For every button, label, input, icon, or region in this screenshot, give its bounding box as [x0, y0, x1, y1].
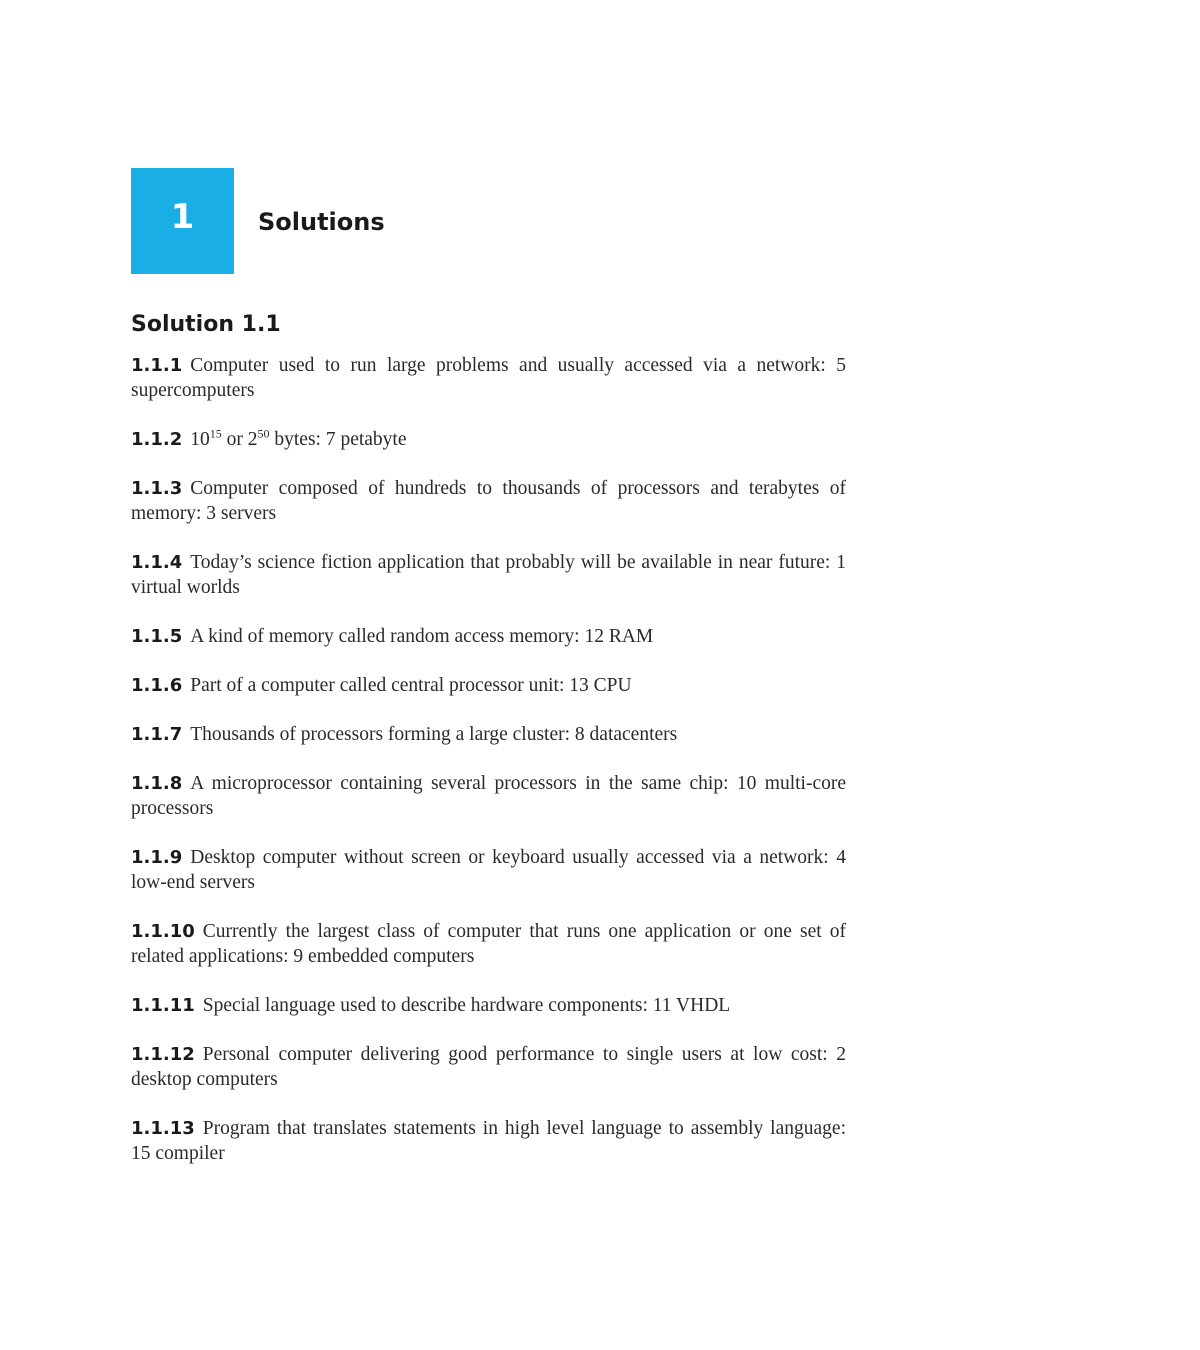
answer-item	[131, 673, 846, 698]
answer-item	[131, 722, 846, 747]
answer-number: 1.1.13	[131, 1118, 195, 1139]
answer-number: 1.1.9	[131, 847, 183, 868]
answer-item	[131, 427, 846, 452]
answer-number: 1.1.2	[131, 429, 183, 450]
answer-item	[131, 624, 846, 649]
answer-text: Special language used to describe hardware components: 11 VHDL	[202, 995, 731, 1016]
answer-text: Today’s science fiction application that probably will be available in near future: 1 virtual worlds	[131, 552, 846, 598]
answer-text: Part of a computer called central processor unit: 13 CPU	[190, 675, 632, 696]
answer-number: 1.1.4	[131, 552, 183, 573]
answer-number: 1.1.11	[131, 995, 195, 1016]
answer-item	[131, 1116, 846, 1166]
answer-text: A kind of memory called random access memory: 12 RAM	[190, 626, 654, 647]
answer-text: Computer composed of hundreds to thousands of processors and terabytes of memory: 3 servers	[131, 478, 846, 524]
answer-list	[131, 353, 846, 1190]
chapter-number-box	[131, 168, 234, 274]
answer-item	[131, 919, 846, 969]
answer-text-mid: or 2	[221, 429, 258, 450]
answer-text: Program that translates statements in high level language to assembly language: 15 compiler	[131, 1118, 846, 1164]
answer-number: 1.1.5	[131, 626, 183, 647]
answer-item	[131, 993, 846, 1018]
answer-text: Computer used to run large problems and usually accessed via a network: 5 supercomputers	[131, 355, 846, 401]
answer-text-post: bytes: 7 petabyte	[269, 429, 407, 450]
answer-item	[131, 476, 846, 526]
answer-number: 1.1.7	[131, 724, 183, 745]
answer-text: Personal computer delivering good performance to single users at low cost: 2 desktop computers	[131, 1044, 846, 1090]
answer-text: Desktop computer without screen or keyboard usually accessed via a network: 4 low-end servers	[131, 847, 846, 893]
answer-number: 1.1.6	[131, 675, 183, 696]
answer-text: Currently the largest class of computer that runs one application or one set of related applications: 9 embedded computers	[131, 921, 846, 967]
answer-text: A microprocessor containing several processors in the same chip: 10 multi-core processors	[131, 773, 846, 819]
answer-number: 1.1.10	[131, 921, 195, 942]
answer-number: 1.1.8	[131, 773, 183, 794]
answer-item	[131, 550, 846, 600]
chapter-number: 1	[170, 197, 195, 237]
answer-item	[131, 1042, 846, 1092]
answer-item	[131, 353, 846, 403]
answer-text: Thousands of processors forming a large cluster: 8 datacenters	[190, 724, 678, 745]
answer-number: 1.1.12	[131, 1044, 195, 1065]
answer-number: 1.1.1	[131, 355, 183, 376]
answer-text-base: 10	[190, 429, 210, 450]
answer-item	[131, 845, 846, 895]
section-title: Solution 1.1	[131, 312, 281, 337]
answer-exponent: 50	[257, 426, 270, 441]
answer-exponent: 15	[209, 426, 222, 441]
answer-item	[131, 771, 846, 821]
answer-number: 1.1.3	[131, 478, 183, 499]
chapter-title: Solutions	[258, 208, 385, 236]
